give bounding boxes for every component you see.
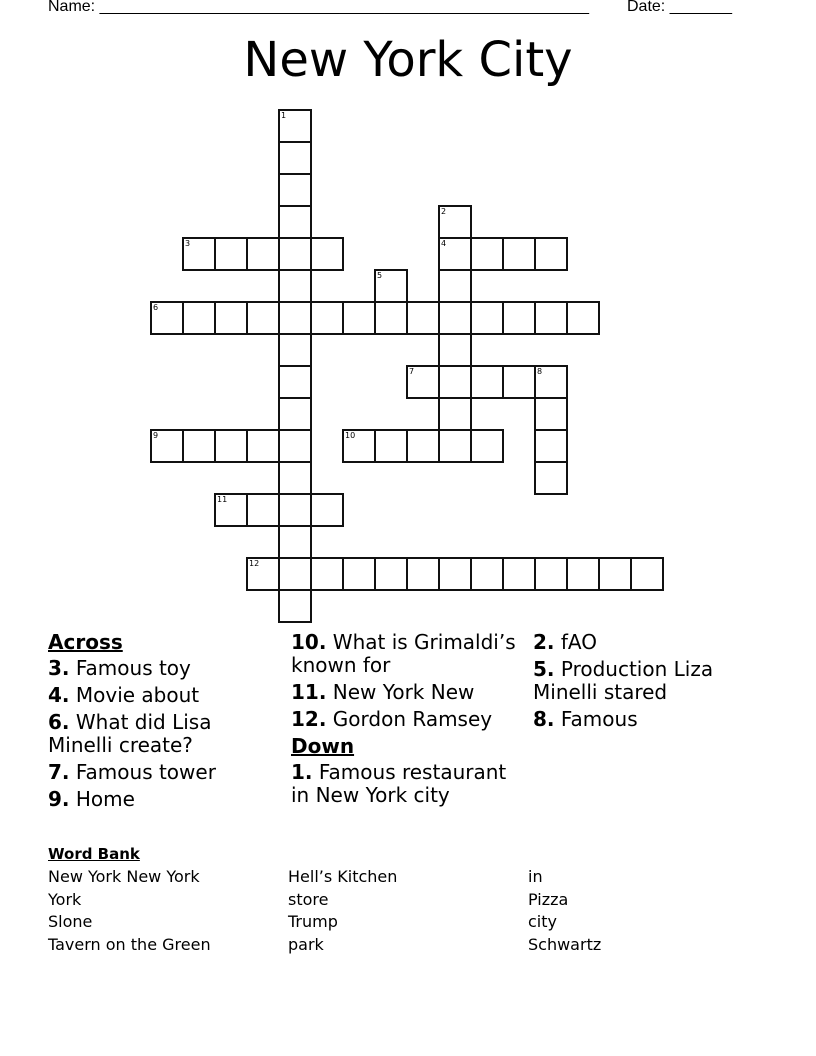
down-heading: Down xyxy=(291,734,355,758)
clue-across-12: 12. Gordon Ramsey xyxy=(291,707,493,731)
grid-cell[interactable] xyxy=(630,557,664,591)
grid-cell[interactable] xyxy=(310,301,344,335)
grid-cell[interactable] xyxy=(438,269,472,303)
grid-cell[interactable] xyxy=(406,365,440,399)
clue-number: 10 xyxy=(345,431,356,440)
grid-cell[interactable] xyxy=(150,301,184,335)
grid-cell[interactable] xyxy=(278,205,312,239)
grid-cell[interactable] xyxy=(278,557,312,591)
grid-cell[interactable] xyxy=(438,557,472,591)
grid-cell[interactable] xyxy=(214,493,248,527)
clue-number: 12 xyxy=(249,559,260,568)
grid-cell[interactable] xyxy=(374,429,408,463)
clue-number: 7 xyxy=(409,367,415,376)
grid-cell[interactable] xyxy=(214,237,248,271)
clue-number: 4 xyxy=(441,239,447,248)
clue-across-7: 7. Famous tower xyxy=(48,760,216,784)
word-bank-title: Word Bank xyxy=(48,845,140,863)
grid-cell[interactable] xyxy=(374,301,408,335)
grid-cell[interactable] xyxy=(342,557,376,591)
grid-cell[interactable] xyxy=(534,461,568,495)
clue-across-3: 3. Famous toy xyxy=(48,656,191,680)
clue-across-4: 4. Movie about xyxy=(48,683,200,707)
name-field-label: Name: _______________________________________________________ xyxy=(48,0,589,15)
word-bank-item: city xyxy=(528,912,557,932)
grid-cell[interactable] xyxy=(534,301,568,335)
grid-cell[interactable] xyxy=(470,301,504,335)
grid-cell[interactable] xyxy=(406,429,440,463)
clue-down-8: 8. Famous xyxy=(533,707,638,731)
clue-number: 8 xyxy=(537,367,543,376)
grid-cell[interactable] xyxy=(374,557,408,591)
grid-cell[interactable] xyxy=(278,141,312,175)
grid-cell[interactable] xyxy=(246,493,280,527)
grid-cell[interactable] xyxy=(534,365,568,399)
page-title: New York City xyxy=(243,32,573,88)
clue-number: 6 xyxy=(153,303,159,312)
grid-cell[interactable] xyxy=(150,429,184,463)
word-bank-item: park xyxy=(288,934,324,954)
grid-cell[interactable] xyxy=(182,429,216,463)
grid-cell[interactable] xyxy=(438,429,472,463)
grid-cell[interactable] xyxy=(502,557,536,591)
grid-cell[interactable] xyxy=(278,173,312,207)
grid-cell[interactable] xyxy=(246,557,280,591)
grid-cell[interactable] xyxy=(278,109,312,143)
grid-cell[interactable] xyxy=(470,365,504,399)
grid-cell[interactable] xyxy=(182,237,216,271)
word-bank-item: in xyxy=(528,867,543,886)
grid-cell[interactable] xyxy=(534,429,568,463)
grid-cell[interactable] xyxy=(342,301,376,335)
clues-column-2 xyxy=(291,631,521,811)
grid-cell[interactable] xyxy=(566,301,600,335)
word-bank-item: York xyxy=(48,889,82,909)
grid-cell[interactable] xyxy=(246,237,280,271)
clue-across-6: 6. What did Lisa Minelli create? xyxy=(48,710,212,757)
across-heading: Across xyxy=(48,630,123,654)
grid-cell[interactable] xyxy=(438,365,472,399)
grid-cell[interactable] xyxy=(278,365,312,399)
grid-cell[interactable] xyxy=(534,397,568,431)
word-bank-item: New York New York xyxy=(48,867,200,886)
grid-cell[interactable] xyxy=(278,525,312,559)
word-bank-item: Schwartz xyxy=(528,934,602,954)
grid-cell[interactable] xyxy=(278,397,312,431)
grid-cell[interactable] xyxy=(278,301,312,335)
grid-cell[interactable] xyxy=(566,557,600,591)
grid-cell[interactable] xyxy=(310,493,344,527)
grid-cell[interactable] xyxy=(502,365,536,399)
grid-cell[interactable] xyxy=(182,301,216,335)
clue-number: 11 xyxy=(217,495,228,504)
clue-down-1: 1. Famous restaurant in New York city xyxy=(291,760,507,807)
word-bank-column-1 xyxy=(48,866,211,956)
grid-cell[interactable] xyxy=(278,461,312,495)
grid-cell[interactable] xyxy=(278,429,312,463)
grid-cell[interactable] xyxy=(534,237,568,271)
grid-cell[interactable] xyxy=(342,429,376,463)
grid-cell[interactable] xyxy=(406,301,440,335)
grid-cell[interactable] xyxy=(502,301,536,335)
word-bank-column-2 xyxy=(288,866,397,956)
clue-number: 9 xyxy=(153,431,159,440)
clue-across-11: 11. New York New xyxy=(291,680,475,704)
word-bank-item: Tavern on the Green xyxy=(48,934,211,954)
clue-number: 5 xyxy=(377,271,383,280)
grid-cell[interactable] xyxy=(214,429,248,463)
clue-down-2: 2. fAO xyxy=(533,630,597,654)
grid-cell[interactable] xyxy=(438,397,472,431)
clue-down-5: 5. Production Liza Minelli stared xyxy=(533,657,714,704)
word-bank-item: Slone xyxy=(48,912,93,932)
grid-cell[interactable] xyxy=(470,557,504,591)
grid-cell[interactable] xyxy=(278,269,312,303)
grid-cell[interactable] xyxy=(534,557,568,591)
word-bank-item: Hell’s Kitchen xyxy=(288,867,398,886)
grid-cell[interactable] xyxy=(406,557,440,591)
grid-cell[interactable] xyxy=(598,557,632,591)
grid-cell[interactable] xyxy=(438,333,472,367)
grid-cell[interactable] xyxy=(502,237,536,271)
grid-cell[interactable] xyxy=(214,301,248,335)
word-bank-item: Trump xyxy=(288,912,338,932)
grid-cell[interactable] xyxy=(438,237,472,271)
clues-column-3 xyxy=(533,631,748,735)
grid-cell[interactable] xyxy=(438,205,472,239)
date-field-label: Date: _______ xyxy=(627,0,732,15)
clue-number: 3 xyxy=(185,239,191,248)
grid-cell[interactable] xyxy=(438,301,472,335)
word-bank-item: Pizza xyxy=(528,889,569,909)
grid-cell[interactable] xyxy=(278,493,312,527)
grid-cell[interactable] xyxy=(246,301,280,335)
clues-column-1 xyxy=(48,631,278,815)
grid-cell[interactable] xyxy=(470,237,504,271)
clue-number: 2 xyxy=(441,207,447,216)
clue-across-9: 9. Home xyxy=(48,787,135,811)
grid-cell[interactable] xyxy=(374,269,408,303)
grid-cell[interactable] xyxy=(246,429,280,463)
grid-cell[interactable] xyxy=(278,237,312,271)
grid-cell[interactable] xyxy=(278,333,312,367)
word-bank-item: store xyxy=(288,889,329,909)
clue-across-10: 10. What is Grimaldi’s known for xyxy=(291,630,516,677)
clue-number: 1 xyxy=(281,111,287,120)
grid-cell[interactable] xyxy=(310,237,344,271)
grid-cell[interactable] xyxy=(278,589,312,623)
word-bank-column-3 xyxy=(528,866,601,956)
grid-cell[interactable] xyxy=(310,557,344,591)
grid-cell[interactable] xyxy=(470,429,504,463)
